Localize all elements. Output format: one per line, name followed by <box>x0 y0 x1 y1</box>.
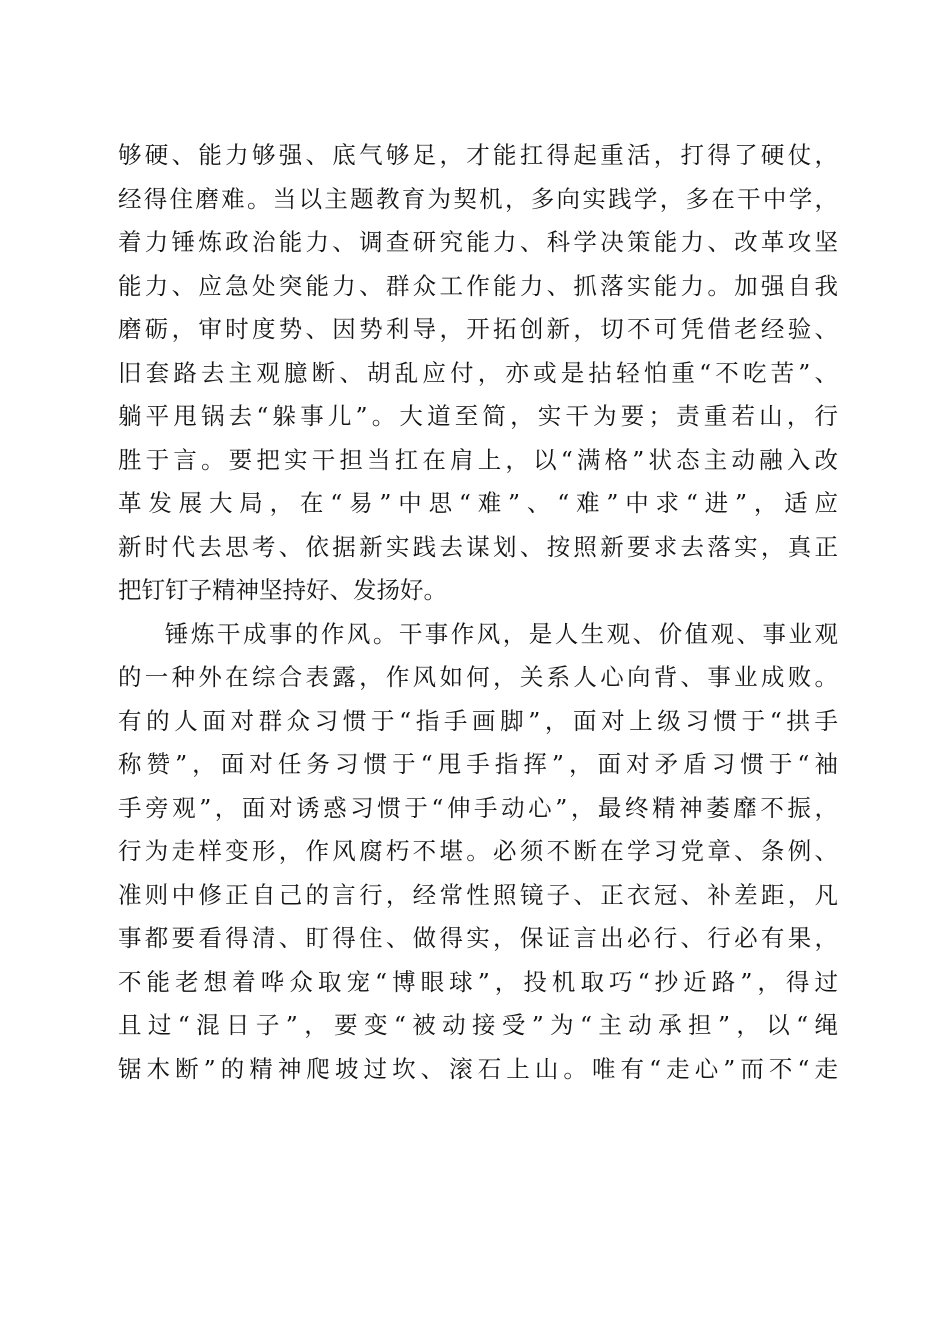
text-line: 事都要看得清、盯得住、做得实，保证言出必行、行必有果， <box>118 924 838 952</box>
text-line: 新时代去思考、依据新实践去谋划、按照新要求去落实，真正 <box>118 532 838 561</box>
paragraph-1 <box>118 134 838 613</box>
text-line-first-indented: 锤炼干成事的作风。干事作风，是人生观、价值观、事业观 <box>165 619 838 648</box>
text-line: 有的人面对群众习惯于“指手画脚”，面对上级习惯于“拱手 <box>118 706 838 735</box>
text-line: 行为走样变形，作风腐朽不堪。必须不断在学习党章、条例、 <box>118 837 838 865</box>
text-line: 能力、应急处突能力、群众工作能力、抓落实能力。加强自我 <box>118 271 838 300</box>
text-line: 磨砺，审时度势、因势利导，开拓创新，切不可凭借老经验、 <box>118 315 838 343</box>
text-line: 手旁观”，面对诱惑习惯于“伸手动心”，最终精神萎靡不振， <box>118 793 838 822</box>
text-line: 锯木断”的精神爬坡过坎、滚石上山。唯有“走心”而不“走 <box>118 1054 838 1083</box>
body-text <box>118 134 838 1091</box>
text-line: 且过“混日子”，要变“被动接受”为“主动承担”，以“绳 <box>118 1011 838 1039</box>
text-line: 旧套路去主观臆断、胡乱应付，亦或是拈轻怕重“不吃苦”、 <box>118 358 838 387</box>
text-line: 胜于言。要把实干担当扛在肩上，以“满格”状态主动融入改 <box>118 445 838 474</box>
text-line: 的一种外在综合表露，作风如何，关系人心向背、事业成败。 <box>118 663 838 691</box>
text-line: 经得住磨难。当以主题教育为契机，多向实践学，多在干中学， <box>118 184 838 213</box>
text-line: 躺平甩锅去“躲事儿”。大道至简，实干为要；责重若山，行 <box>118 402 838 430</box>
text-line-paragraph-end: 把钉钉子精神坚持好、发扬好。 <box>118 576 447 604</box>
text-line: 不能老想着哗众取宠“博眼球”，投机取巧“抄近路”，得过 <box>118 967 838 996</box>
text-line: 够硬、能力够强、底气够足，才能扛得起重活，打得了硬仗， <box>118 141 838 169</box>
text-line: 称赞”，面对任务习惯于“甩手指挥”，面对矛盾习惯于“袖 <box>118 750 838 778</box>
text-line: 着力锤炼政治能力、调查研究能力、科学决策能力、改革攻坚 <box>118 228 838 256</box>
text-line: 准则中修正自己的言行，经常性照镜子、正衣冠、补差距，凡 <box>118 880 838 909</box>
text-line: 革发展大局，在“易”中思“难”、“难”中求“进”，适应 <box>118 489 838 517</box>
paragraph-2 <box>118 613 838 1092</box>
